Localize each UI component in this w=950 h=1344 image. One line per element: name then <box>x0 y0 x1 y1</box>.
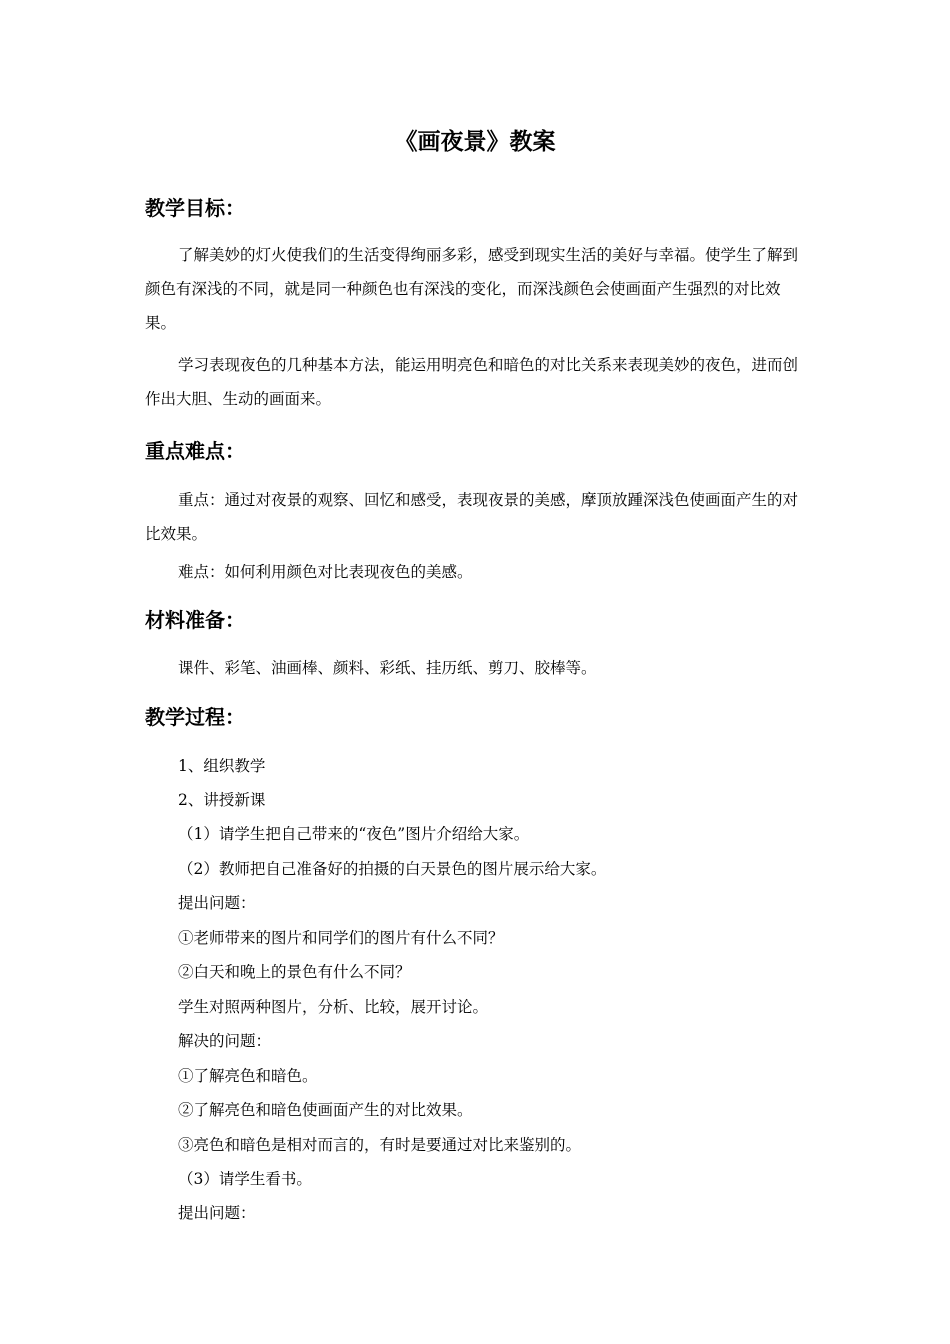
process-line: ②白天和晚上的景色有什么不同？ <box>178 963 411 981</box>
process-line: （2）教师把自己准备好的拍摄的白天景色的图片展示给大家。 <box>178 860 607 878</box>
objectives-paragraph-1: 了解美妙的灯火使我们的生活变得绚丽多彩，感受到现实生活的美好与幸福。使学生了解到颜色有深浅的不同，就是同一种颜色也有深浅的变化，而深浅颜色会使画面产生强烈的对比效果。 <box>145 246 799 332</box>
heading-process: 教学过程： <box>145 705 245 729</box>
heading-materials: 材料准备： <box>145 608 245 632</box>
process-line: 提出问题： <box>178 1204 256 1222</box>
key-point-paragraph: 重点：通过对夜景的观察、回忆和感受，表现夜景的美感，摩顶放踵深浅色使画面产生的对比效果。 <box>145 491 799 543</box>
document-title: 《画夜景》教案 <box>394 129 556 155</box>
objectives-paragraph-2: 学习表现夜色的几种基本方法，能运用明亮色和暗色的对比关系来表现美妙的夜色，进而创作出大胆、生动的画面来。 <box>145 356 799 408</box>
process-line: 2、讲授新课 <box>178 791 266 809</box>
process-line: （3）请学生看书。 <box>178 1170 312 1188</box>
heading-key-points: 重点难点： <box>145 439 245 463</box>
process-line: 1、组织教学 <box>178 757 266 775</box>
process-line: ①老师带来的图片和同学们的图片有什么不同？ <box>178 929 504 947</box>
process-line: 解决的问题： <box>178 1032 272 1050</box>
process-line: ③亮色和暗色是相对而言的，有时是要通过对比来鉴别的。 <box>178 1136 582 1154</box>
process-line: ②了解亮色和暗色使画面产生的对比效果。 <box>178 1101 473 1119</box>
process-line: ①了解亮色和暗色。 <box>178 1067 318 1085</box>
heading-objectives: 教学目标： <box>145 196 245 220</box>
process-line: （1）请学生把自己带来的“夜色”图片介绍给大家。 <box>178 825 530 843</box>
difficulty-paragraph: 难点：如何利用颜色对比表现夜色的美感。 <box>178 563 473 581</box>
process-line: 提出问题： <box>178 894 256 912</box>
materials-paragraph: 课件、彩笔、油画棒、颜料、彩纸、挂历纸、剪刀、胶棒等。 <box>178 659 597 677</box>
process-line: 学生对照两种图片，分析、比较，展开讨论。 <box>178 998 489 1016</box>
